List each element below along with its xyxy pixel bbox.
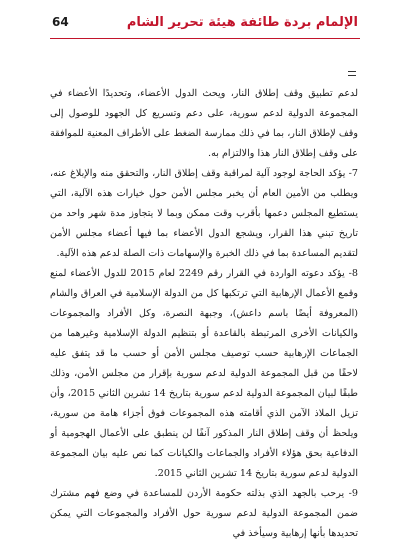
paragraph-8: 8- يؤكد دعوته الواردة في القرار رقم 2249 لعام 2015 للدول الأعضاء لمنع وقمع الأعمال الإرهابية التي ترتكبها كل من الدولة الإسلامية في العراق والشام (المعروفة أيضًا باسم داعش)، وجبهة النصرة، وكل الأفراد والمجموعات والكيانات الأخرى المرتبطة بالقاعدة أو بتنظيم الدولة الإسلامية وغيرهما من الجماعات الإرهابية حسب توصيف مجلس الأمن أو حسب ما قد يتفق عليه لاحقًا من قبل المجموعة الدولية لدعم سورية بإقرار من مجلس الأمن، وذلك طبقًا لبيان المجموعة الدولية لدعم سورية بتاريخ 14 تشرين الثاني 2015، وأن تزيل الملاذ الآمن الذي أقامته هذه المجموعات فوق أجزاء هامة من سورية، ويلحظ أن وقف إطلاق النار المذكور آنفًا لن ينطبق على الأعمال الهجومية أو الدفاعية بحق هؤلاء الأفراد والجماعات والكيانات كما نص عليه بيان المجموعة الدولية لدعم سورية بتاريخ 14 تشرين الثاني 2015. [50, 268, 359, 479]
page-number: 64 [52, 15, 69, 29]
paragraph-9: 9- يرحب بالجهد الذي بذلته حكومة الأردن للمساعدة في وضع فهم مشترك ضمن المجموعة الدولية لدعم سورية حول الأفراد والمجموعات التي يمكن تحديدها بأنها إرهابية وسيأخذ في [50, 488, 358, 539]
continuation-mark [348, 71, 356, 76]
paragraph-7: 7- يؤكد الحاجة لوجود آلية لمراقبة وقف إطلاق النار، والتحقق منه والإبلاغ عنه، ويطلب من الأمين العام أن يخبر مجلس الأمن حول خيارات هذه الآلية، التي يستطيع المجلس دعمها بأقرب وقت ممكن وبما لا يتجاوز مدة شهر واحد من تاريخ تبني هذا القرار، ويشجع الدول الأعضاء بما فيها أعضاء مجلس الأمن لتقديم المساعدة بما في ذلك الخبرة والإسهامات ذات الصلة لدعم هذه الآلية. [50, 168, 358, 259]
running-title: الإلمام بردة طائفة هيئة تحرير الشام [126, 14, 358, 30]
body-text [50, 84, 358, 544]
page-header [52, 8, 358, 36]
header-rule [50, 38, 360, 39]
paragraph-continued: لدعم تطبيق وقف إطلاق النار، ويحث الدول الأعضاء، وتحديدًا الأعضاء في المجموعة الدولية لدعم سورية، على دعم وتسريع كل الجهود للوصول إلى وقف لإطلاق النار، بما في ذلك ممارسة الضغط على الأطراف المعنية للموافقة على وقف إطلاق النار هذا والالتزام به. [50, 88, 358, 159]
